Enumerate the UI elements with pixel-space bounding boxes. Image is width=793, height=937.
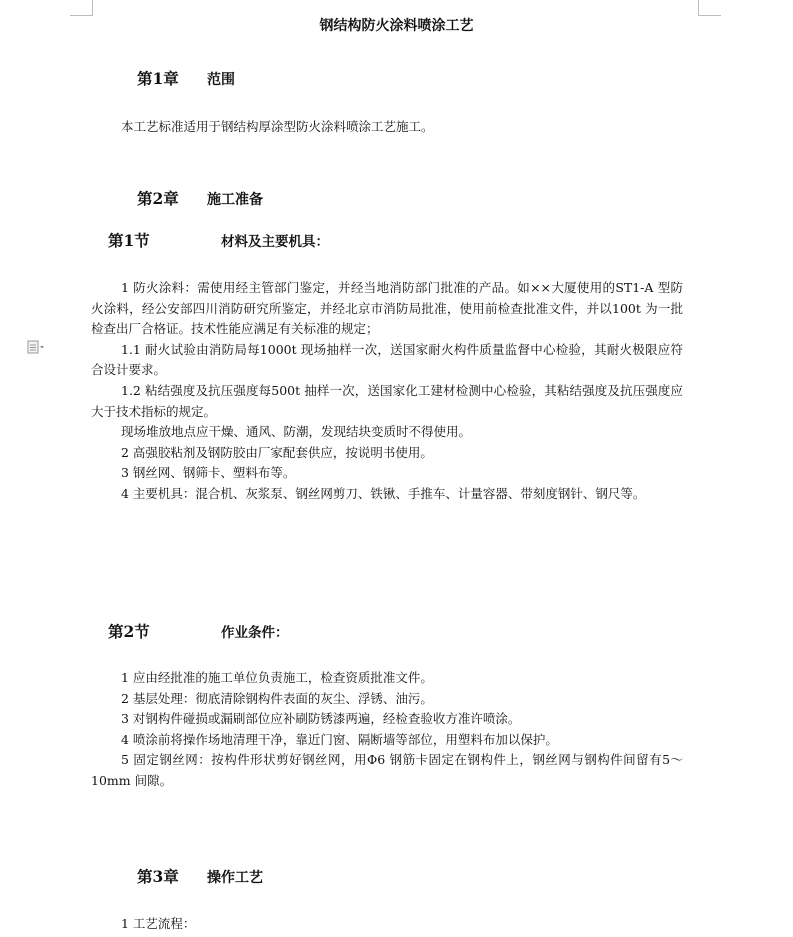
- scope-paragraph: [91, 117, 683, 138]
- list-item-text: 4 喷涂前将操作场地清理干净，靠近门窗、隔断墙等部位，用塑料布加以保护。: [121, 731, 558, 747]
- list-item-text: 3 钢丝网、钢筛卡、塑料布等。: [121, 465, 296, 481]
- list-item-text: 1.2 粘结强度及抗压强度每500t 抽样一次，送国家化工建材检测中心检验，其粘结强度及抗压强度应大于技术指标的规定。: [91, 382, 683, 419]
- list-item: [91, 463, 683, 484]
- scope-text: 本工艺标准适用于钢结构厚涂型防火涂料喷涂工艺施工。: [121, 119, 434, 134]
- chapter-number: 第1章: [137, 69, 179, 88]
- list-item: [91, 443, 683, 464]
- list-item: [91, 730, 683, 751]
- list-item-text: 现场堆放地点应干燥、通风、防潮，发现结块变质时不得使用。: [121, 424, 472, 440]
- process-text: 1 工艺流程：: [121, 916, 196, 931]
- list-item: [91, 689, 683, 710]
- list-item: [91, 750, 683, 791]
- list-item-text: 1 应由经批准的施工单位负责施工，检查资质批准文件。: [121, 670, 433, 685]
- list-item: [91, 278, 683, 340]
- conditions-list: [91, 668, 683, 792]
- section-1-heading: [108, 229, 329, 251]
- list-item: [91, 381, 683, 422]
- chapter-3-heading: [137, 865, 263, 887]
- list-item-text: 4 主要机具：混合机、灰浆泵、钢丝网剪刀、铁锹、手推车、计量容器、带刻度钢针、钢尺等。: [121, 485, 646, 501]
- chapter-name: 施工准备: [207, 192, 263, 208]
- section-name: 作业条件：: [221, 625, 289, 641]
- chapter-number: 第3章: [137, 867, 179, 886]
- page-corner-mark-left: [70, 0, 93, 16]
- chapter-name: 范围: [207, 72, 235, 88]
- section-number: 第2节: [108, 622, 150, 641]
- process-paragraph: [91, 914, 683, 935]
- list-item-text: 1 防火涂料：需使用经主管部门鉴定，并经当地消防部门批准的产品。如××大厦使用的ST1-A 型防火涂料，经公安部四川消防研究所鉴定，并经北京市消防局批准，使用前检查批准文件，并以100t 为一批检查出厂合格证。技术性能应满足有关标准的规定；: [91, 280, 683, 337]
- document-title: 钢结构防火涂料喷涂工艺: [319, 18, 474, 34]
- paragraph-options-icon[interactable]: [27, 340, 45, 354]
- section-name: 材料及主要机具：: [221, 234, 329, 250]
- list-item-text: 1.1 耐火试验由消防局每1000t 现场抽样一次，送国家耐火构件质量监督中心检验，其耐火极限应符合设计要求。: [91, 341, 683, 378]
- chapter-name: 操作工艺: [207, 870, 263, 886]
- section-number: 第1节: [108, 231, 150, 250]
- section-2-heading: [108, 620, 289, 642]
- page-corner-mark-right: [698, 0, 721, 16]
- list-item: [91, 484, 683, 505]
- list-item: [91, 340, 683, 381]
- list-item-text: 2 高强胶粘剂及钢防胶由厂家配套供应，按说明书使用。: [121, 444, 433, 460]
- chapter-2-heading: [137, 187, 263, 209]
- list-item-text: 5 固定钢丝网：按构件形状剪好钢丝网，用Φ6 钢筋卡固定在钢构件上，钢丝网与钢构件间留有5～10mm 间隙。: [91, 752, 683, 788]
- chapter-1-heading: [137, 67, 235, 89]
- list-item: [91, 709, 683, 730]
- list-item: [91, 668, 683, 689]
- list-item-text: 2 基层处理：彻底清除钢构件表面的灰尘、浮锈、油污。: [121, 690, 433, 706]
- chapter-number: 第2章: [137, 189, 179, 208]
- list-item: [91, 422, 683, 443]
- materials-list: [91, 278, 683, 505]
- list-item-text: 3 对钢构件碰损或漏刷部位应补刷防锈漆两遍，经检查验收方准许喷涂。: [121, 711, 521, 727]
